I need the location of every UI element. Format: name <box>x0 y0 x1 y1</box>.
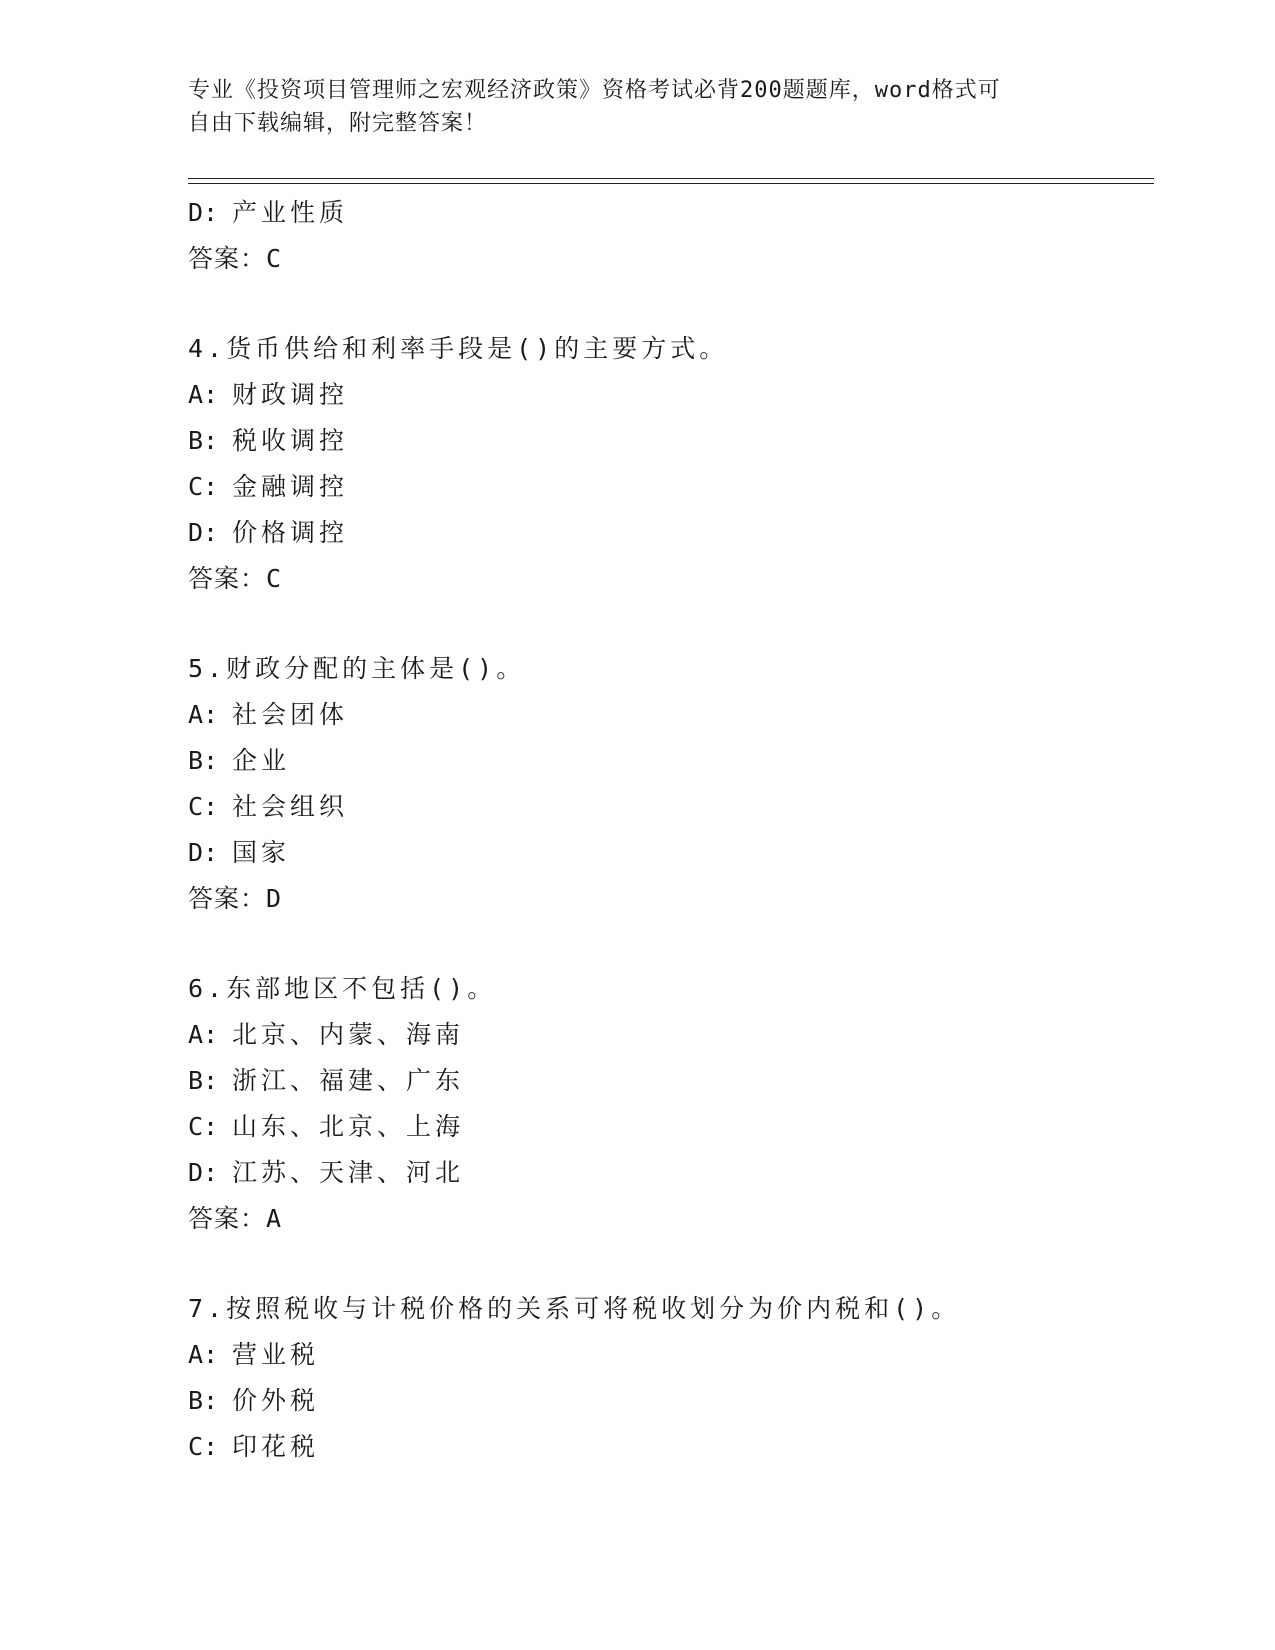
option-text: 社会组织 <box>232 792 349 821</box>
q4-option-d <box>188 510 1148 556</box>
q4-option-a <box>188 372 1148 418</box>
q5-option-d <box>188 830 1148 876</box>
q6-option-d <box>188 1150 1148 1196</box>
q5-option-b <box>188 738 1148 784</box>
option-text: 山东、北京、上海 <box>232 1112 465 1141</box>
q5-answer: 答案：D <box>188 884 283 913</box>
option-label: C: <box>188 472 219 501</box>
option-label: C: <box>188 1112 219 1141</box>
q7-option-b <box>188 1378 1148 1424</box>
option-text: 价外税 <box>232 1386 320 1415</box>
option-label: D: <box>188 198 219 227</box>
q7-option-a <box>188 1332 1148 1378</box>
q5-question: 5.财政分配的主体是()。 <box>188 654 526 683</box>
q4-answer: 答案：C <box>188 564 283 593</box>
option-label: C: <box>188 1432 219 1461</box>
option-label: B: <box>188 746 219 775</box>
option-text: 财政调控 <box>232 380 349 409</box>
option-label: B: <box>188 426 219 455</box>
spacer <box>188 282 1148 326</box>
q4-question: 4.货币供给和利率手段是()的主要方式。 <box>188 334 729 363</box>
q5-option-c <box>188 784 1148 830</box>
option-text: 税收调控 <box>232 426 349 455</box>
option-text: 浙江、福建、广东 <box>232 1066 465 1095</box>
question-list <box>188 190 1148 1470</box>
option-text: 产业性质 <box>232 198 349 227</box>
document-header <box>188 74 1068 140</box>
option-label: A: <box>188 380 219 409</box>
q7-option-c <box>188 1424 1148 1470</box>
option-label: D: <box>188 838 219 867</box>
q6-answer: 答案：A <box>188 1204 283 1233</box>
q3-option-d <box>188 190 1148 236</box>
q6-question: 6.东部地区不包括()。 <box>188 974 497 1003</box>
option-text: 社会团体 <box>232 700 349 729</box>
option-text: 北京、内蒙、海南 <box>232 1020 465 1049</box>
q5-option-a <box>188 692 1148 738</box>
option-label: C: <box>188 792 219 821</box>
header-divider <box>188 178 1154 184</box>
q6-option-b <box>188 1058 1148 1104</box>
header-line-1: 专业《投资项目管理师之宏观经济政策》资格考试必背200题题库，word格式可 <box>188 78 1001 103</box>
option-label: D: <box>188 518 219 547</box>
spacer <box>188 922 1148 966</box>
option-text: 江苏、天津、河北 <box>232 1158 465 1187</box>
option-label: A: <box>188 1340 219 1369</box>
header-line-2: 自由下载编辑，附完整答案！ <box>188 111 488 136</box>
spacer <box>188 602 1148 646</box>
q6-option-c <box>188 1104 1148 1150</box>
option-text: 国家 <box>232 838 291 867</box>
option-text: 营业税 <box>232 1340 320 1369</box>
option-label: A: <box>188 700 219 729</box>
option-label: B: <box>188 1066 219 1095</box>
spacer <box>188 1242 1148 1286</box>
q7-question: 7.按照税收与计税价格的关系可将税收划分为价内税和()。 <box>188 1294 961 1323</box>
option-text: 金融调控 <box>232 472 349 501</box>
q4-option-c <box>188 464 1148 510</box>
option-label: A: <box>188 1020 219 1049</box>
q6-option-a <box>188 1012 1148 1058</box>
q3-answer: 答案：C <box>188 244 283 273</box>
option-text: 价格调控 <box>232 518 349 547</box>
option-label: B: <box>188 1386 219 1415</box>
option-text: 企业 <box>232 746 291 775</box>
option-label: D: <box>188 1158 219 1187</box>
option-text: 印花税 <box>232 1432 320 1461</box>
q4-option-b <box>188 418 1148 464</box>
